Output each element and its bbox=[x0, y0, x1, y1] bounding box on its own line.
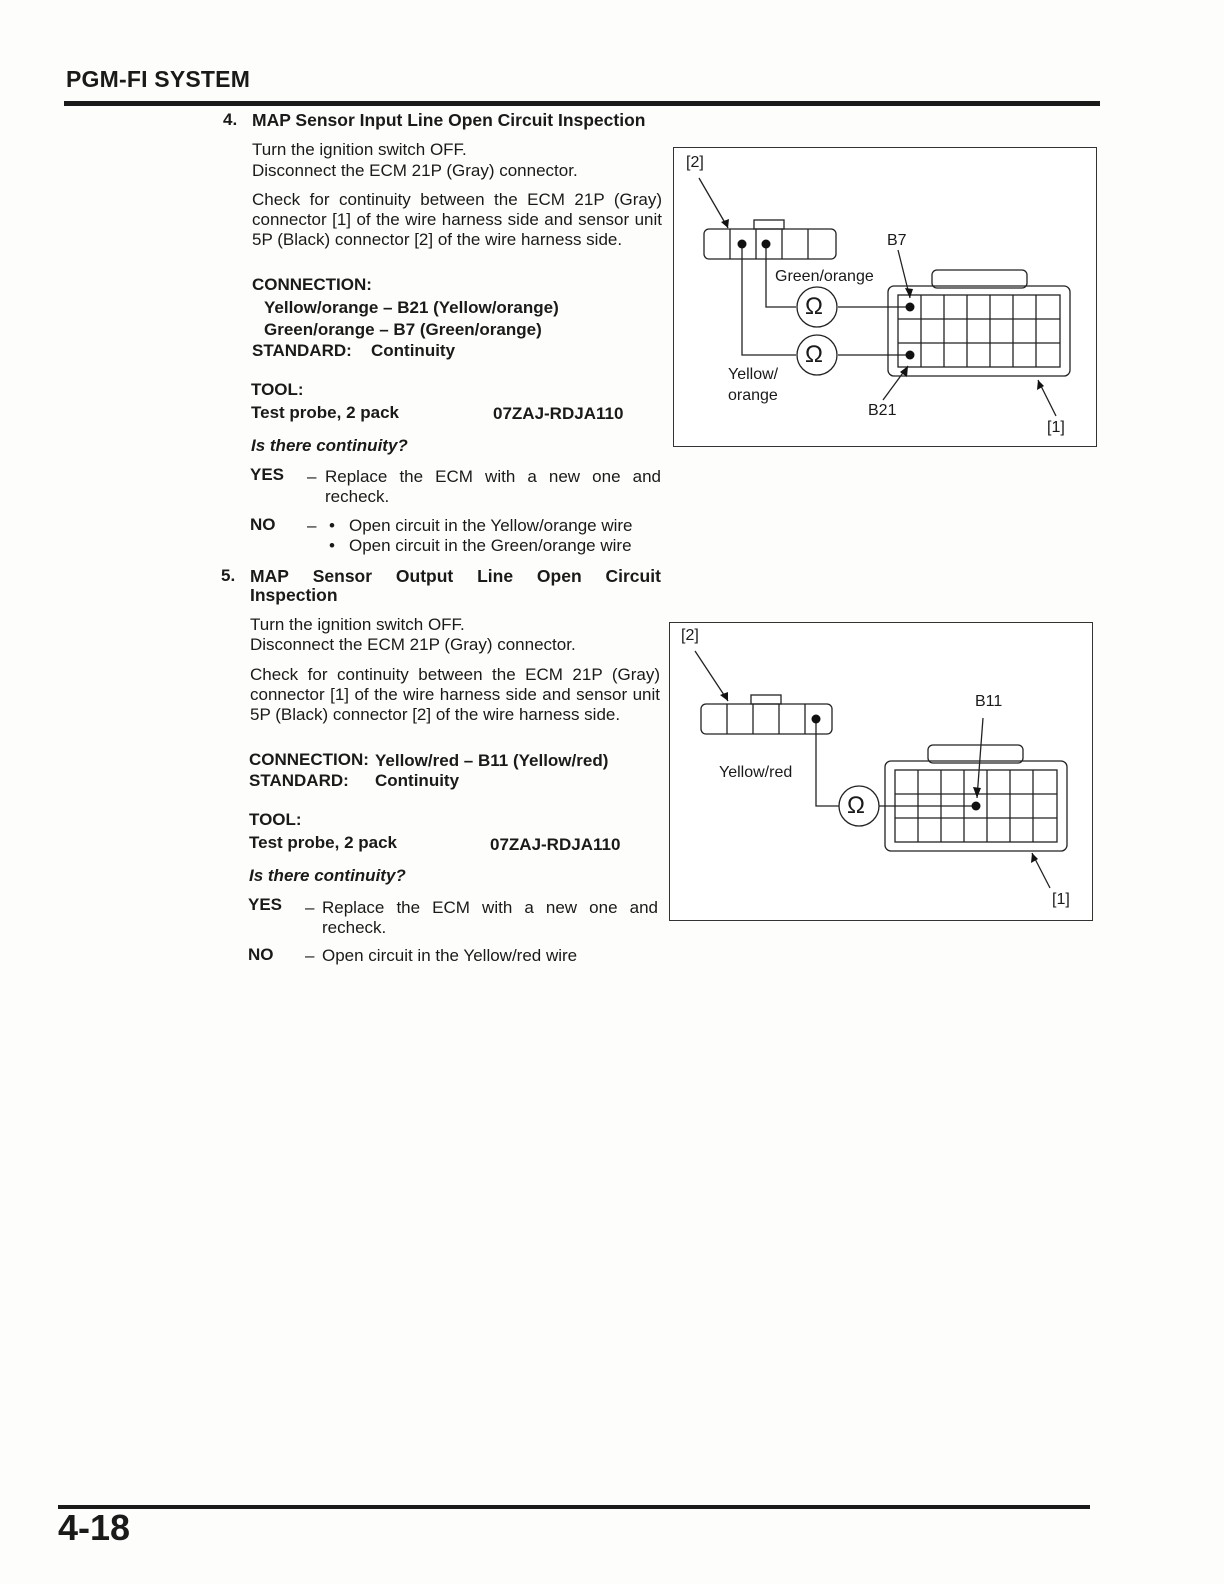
step4-yes-text: Replace the ECM with a new one and recheck. bbox=[325, 467, 661, 506]
step5-check-text: Check for continuity between the ECM 21P (Gray) connector [1] of the wire harness side and sensor unit 5P (Black) connector [2] of the wire harness side. bbox=[250, 665, 660, 724]
step5-standard-label: STANDARD: bbox=[249, 771, 349, 790]
header-rule bbox=[64, 101, 1100, 106]
step4-no-bullet-1: Open circuit in the Yellow/orange wire bbox=[349, 516, 633, 535]
step4-question: Is there continuity? bbox=[251, 436, 408, 455]
step4-number: 4. bbox=[223, 110, 238, 129]
step5-tool-number: 07ZAJ-RDJA110 bbox=[490, 835, 621, 854]
figure-step4 bbox=[673, 147, 1097, 447]
fig4-pin-b21: B21 bbox=[868, 402, 897, 419]
step4-yes-dash: – bbox=[307, 467, 317, 486]
step5-no-dash: – bbox=[305, 946, 315, 965]
step5-tool-label: TOOL: bbox=[249, 810, 302, 829]
step4-title: MAP Sensor Input Line Open Circuit Inspection bbox=[252, 110, 646, 130]
step5-instruction-2: Disconnect the ECM 21P (Gray) connector. bbox=[250, 635, 576, 654]
fig4-wire-yellow-orange-2: orange bbox=[728, 387, 778, 404]
sensor-connector-latch bbox=[751, 695, 781, 704]
step4-tool-name: Test probe, 2 pack bbox=[251, 403, 400, 422]
step5-title-word: Output bbox=[395, 566, 454, 586]
page-number: 4-18 bbox=[58, 1507, 131, 1548]
fig5-wire-yellow-red: Yellow/red bbox=[719, 764, 793, 781]
fig5-ref-ecm: [1] bbox=[1052, 891, 1070, 908]
step5-standard-value: Continuity bbox=[375, 771, 460, 790]
wire-yellow-red bbox=[816, 719, 839, 806]
arrow-sensor-ref bbox=[695, 651, 728, 701]
step4-no-bullet-mark-2: • bbox=[329, 536, 335, 555]
step4-connection-1: Yellow/orange – B21 (Yellow/orange) bbox=[264, 298, 559, 317]
step4-no-label: NO bbox=[250, 515, 276, 534]
step5-title-word: Open bbox=[536, 566, 582, 586]
step4-standard-label: STANDARD: bbox=[252, 341, 352, 360]
step5-question: Is there continuity? bbox=[249, 866, 406, 885]
step5-no-text: Open circuit in the Yellow/red wire bbox=[322, 946, 578, 965]
step4-connection-label: CONNECTION: bbox=[252, 275, 372, 294]
sensor-connector-latch bbox=[754, 220, 784, 229]
step5-yes-dash: – bbox=[305, 898, 315, 917]
fig5-pin-b11: B11 bbox=[975, 693, 1003, 710]
step5-yes-label: YES bbox=[248, 895, 283, 914]
ohm-icon: Ω bbox=[805, 293, 823, 320]
step5-instruction-1: Turn the ignition switch OFF. bbox=[250, 615, 465, 634]
footer-rule bbox=[58, 1505, 1090, 1509]
step5-number: 5. bbox=[221, 566, 236, 585]
step5-title-word: Sensor bbox=[312, 566, 373, 586]
step5-title-word: MAP bbox=[250, 566, 289, 586]
page-header-title: PGM-FI SYSTEM bbox=[66, 66, 251, 92]
figure-step5 bbox=[669, 622, 1093, 921]
step4-instruction-2: Disconnect the ECM 21P (Gray) connector. bbox=[252, 161, 578, 180]
ohm-icon: Ω bbox=[847, 792, 865, 819]
step5-yes-text: Replace the ECM with a new one and recheck. bbox=[322, 898, 658, 937]
ecm-connector-latch bbox=[932, 270, 1027, 288]
fig4-wire-yellow-orange-1: Yellow/ bbox=[728, 366, 779, 383]
step5-title-word: Circuit bbox=[605, 566, 661, 586]
step4-connection-2: Green/orange – B7 (Green/orange) bbox=[264, 320, 542, 339]
step4-yes-label: YES bbox=[250, 465, 285, 484]
ecm-connector-body bbox=[888, 286, 1070, 376]
step5-tool-name: Test probe, 2 pack bbox=[249, 833, 398, 852]
step4-tool-number: 07ZAJ-RDJA110 bbox=[493, 404, 624, 423]
fig4-pin-b7: B7 bbox=[887, 232, 907, 249]
step4-no-dash: – bbox=[307, 516, 317, 535]
arrow-sensor-ref bbox=[699, 178, 728, 228]
step5-connection-1: Yellow/red – B11 (Yellow/red) bbox=[375, 751, 609, 770]
fig4-wire-green-orange: Green/orange bbox=[775, 268, 874, 285]
step4-instruction-1: Turn the ignition switch OFF. bbox=[252, 140, 467, 159]
step5-title-line1 bbox=[250, 566, 661, 587]
step5-connection-label: CONNECTION: bbox=[249, 750, 369, 769]
wire-yellow-orange bbox=[742, 244, 796, 355]
ecm-connector-latch bbox=[928, 745, 1023, 763]
arrow-b11 bbox=[977, 718, 983, 798]
step4-standard-value: Continuity bbox=[371, 341, 456, 360]
step5-title-word: Line bbox=[477, 566, 514, 586]
ohm-icon: Ω bbox=[805, 341, 823, 368]
step5-no-label: NO bbox=[248, 945, 274, 964]
step4-no-bullet-mark-1: • bbox=[329, 516, 335, 535]
step5-title-line2: Inspection bbox=[250, 585, 338, 605]
step4-no-bullet-2: Open circuit in the Green/orange wire bbox=[349, 536, 632, 555]
fig4-ref-sensor: [2] bbox=[686, 154, 704, 171]
step4-check-text: Check for continuity between the ECM 21P (Gray) connector [1] of the wire harness side and sensor unit 5P (Black) connector [2] of the wire harness side. bbox=[252, 190, 662, 249]
fig4-ref-ecm: [1] bbox=[1047, 419, 1065, 436]
fig5-ref-sensor: [2] bbox=[681, 627, 699, 644]
step4-tool-label: TOOL: bbox=[251, 380, 304, 399]
